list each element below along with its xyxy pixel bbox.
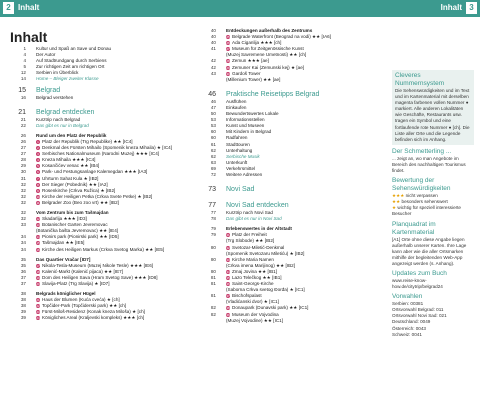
entry-text: Informationsstellen: [226, 117, 265, 123]
entry-text: (Crkva imena Marijinog) ★★ [IB2]: [226, 262, 295, 268]
number-system-box: [392, 70, 474, 145]
page-number: 22: [20, 122, 26, 128]
page-number: 35: [20, 262, 26, 268]
entry-text: Kunst und Museen: [226, 123, 265, 129]
page-number: 32: [20, 199, 26, 205]
entry-text: Belgrads königlicher Hügel: [36, 291, 96, 297]
entry-text: (Muzej Vojvodine) ★★ [IC1]: [226, 317, 284, 323]
toc-entry: [10, 123, 190, 129]
entry-title: [226, 201, 385, 210]
poi-number-marker: 1: [37, 139, 39, 144]
entry-text: Museum der Vojvodina: [232, 311, 279, 317]
entry-text: Tašmajdan ★★ [IE5]: [42, 240, 85, 246]
page-number: 41: [210, 46, 216, 52]
toc-column-2: [200, 28, 385, 324]
page-number: 32: [20, 209, 26, 215]
entry-text: Denkmal des Fürsten Mihailo (Spomenik kneza Mihaila) ★ [IC4]: [42, 145, 172, 151]
page-number: 32: [20, 216, 26, 222]
entry-text: Novi Sad: [226, 186, 255, 194]
page-number: 53: [210, 123, 216, 129]
entry-text: Der Sieger (Pobednik) ★★ [IA2]: [42, 181, 108, 187]
entry-title: [226, 318, 385, 324]
rating-stars: ★★: [392, 199, 401, 205]
entry-text: Botanischer Garten Jevremovac: [42, 222, 108, 228]
poi-number-marker: 5: [37, 164, 39, 169]
page-number: 73: [208, 186, 216, 194]
rating-item: [392, 205, 474, 217]
page-number: [200, 77, 226, 83]
page-number: 42: [210, 58, 216, 64]
poi-number-marker: 9: [37, 188, 39, 193]
page-number: 77: [208, 202, 216, 210]
page-number: 40: [210, 40, 216, 46]
entry-text: Home – Bleiger zweiter Klasse: [36, 76, 99, 82]
poi-number-marker: 35: [226, 276, 230, 280]
entry-text: Platz der Freiheit: [232, 232, 267, 238]
entry-text: (Muzej Savremene Umetnosti) ★★ [ch]: [226, 52, 307, 58]
toc-entry: [200, 172, 385, 178]
page-number: 12: [20, 70, 26, 76]
page-number: 33: [20, 222, 26, 228]
entry-text: Fürst-Miloš-Residenz (Konak kneza Miloša) ★ [ch]: [42, 309, 145, 315]
spacer: [200, 83, 385, 87]
entry-text: Das gibt es nur in Novi Sad: [226, 216, 282, 222]
poi-number-marker: 20: [36, 282, 40, 286]
poi-number-marker: 16: [36, 247, 40, 252]
rating-stars: ★★★: [392, 193, 405, 199]
section-heading: [10, 108, 190, 117]
dialing-codes-title: Vorwahlen: [392, 293, 423, 301]
page-number: 69: [210, 165, 216, 171]
spacer: [200, 194, 385, 198]
page-number-right: 3: [466, 2, 477, 14]
page-number: 26: [20, 138, 26, 144]
page-number: 21: [20, 116, 26, 122]
map-grid-text: [A1] Orte ohne diese Angabe liegen außerhalb unserer Karten. Ihre Lage kann aber wie die aller Ortsmarken mithilfe der begleitenden Web-App angezeigt werden (s. Anhang).: [392, 236, 467, 266]
section-heading: [200, 201, 385, 210]
entry-title: [36, 86, 190, 95]
entry-text: Belgrade Waterfront (Beograd na vodi) ★★ [IA6]: [232, 34, 331, 40]
page-number: 62: [210, 147, 216, 153]
poi-number-marker: 28: [226, 59, 230, 64]
entry-text: Zemun ★★★ [ae]: [232, 58, 269, 64]
poi-number-marker: 30: [226, 71, 230, 76]
poi-number-marker: 6: [37, 170, 39, 175]
page-number: 40: [210, 34, 216, 40]
entry-text: Stadttouren: [226, 141, 250, 147]
entry-text: Vom Zentrum bis zum Tašmajdan: [36, 209, 109, 215]
entry-text: Kirche des Heiligen Markus (Crkva Svetog Marka) ★★ [IE5]: [42, 246, 165, 252]
page-number: 40: [210, 28, 216, 33]
poi-number-marker: 31: [226, 233, 230, 238]
entry-title: [36, 247, 190, 253]
rating-label: nicht verpassen: [405, 193, 438, 199]
entry-text: Skadarlija ★★★ [ID3]: [42, 216, 87, 222]
page-number: 39: [20, 315, 26, 321]
page-number: 34: [20, 246, 26, 252]
section-heading: [200, 185, 385, 194]
poi-number-marker: 24: [36, 316, 40, 321]
page-number: 82: [210, 311, 216, 317]
dialing-code-item: Schweiz: 0041: [392, 331, 422, 337]
entry-text: Ausflühen: [226, 98, 247, 104]
poi-number-marker: 38: [226, 306, 230, 311]
rating-list: [392, 193, 474, 217]
page-number: 46: [208, 90, 216, 98]
section-heading: [200, 90, 385, 99]
dialing-code-item: Ortsvorwahl Belgrad: 011: [392, 307, 444, 313]
poi-number-marker: 12: [36, 217, 40, 222]
entry-text: Kultur und Spaß an Save und Donau: [36, 46, 112, 51]
page-number-left: 2: [3, 2, 14, 14]
entry-text: (Saborna Crkva svetog Đorđa) ★ [IC1]: [226, 287, 305, 293]
dialing-code-item: Serbien: 00381: [392, 301, 424, 307]
page-number: 53: [210, 117, 216, 123]
page-number: 62: [210, 153, 216, 159]
page-number: 38: [20, 303, 26, 309]
entry-text: Nikola-Tesla-Museum (Muzej Nikole Tesle) ★★★ [IE6]: [42, 262, 154, 268]
page-number: 38: [20, 291, 26, 297]
entry-text: Kirche der Heiligen Petka (Crkva Svete Petke) ★ [IB2]: [42, 193, 153, 199]
box-text: Die Sehenswürdigkeiten und im Text und im Kartenmaterial mit derselben magenta farbenen vollen Nummer ● markiert. Alle anderen Lokalitäten wie Geschäfte, Restaurants usw. tragen ein Symbol und eine fortlaufende rote Nummer ● [ch]. Die Liste aller Orte und die Legende befinden sich im Anhang.: [395, 88, 470, 142]
entry-text: Zur richtigen Zeit am richtigen Ort: [36, 64, 105, 70]
dialing-code-item: Deutschland: 0049: [392, 319, 431, 325]
rating-label: wichtig für speziell interessierte Besucher: [392, 205, 461, 217]
entry-text: Platz der Republik (Trg Republike) ★★ [IC4]: [42, 138, 133, 144]
entry-text: (Vladićanski dvor) ★ [IC1]: [226, 299, 279, 305]
entry-text: Lazo Telečkog ★★ [IB1]: [232, 275, 282, 280]
entry-text: (Spomenik Svetozaru Miletiću) ★ [IB2]: [226, 250, 305, 256]
entry-text: Belgrad verstehen: [36, 94, 74, 100]
entry-text: Entdeckungen außerhalb des Zentrums: [226, 28, 313, 33]
box-title: Cleveres Nummernsystem: [395, 72, 445, 87]
entry-text: Belgrad: [36, 86, 61, 94]
poi-number-marker: 3: [37, 152, 39, 157]
entry-text: Dom des Heiligen Sava (Hram Svetog Save) ★★★ [ID8]: [42, 274, 158, 280]
page-number: 15: [18, 86, 26, 94]
entry-text: Auf Stadtrundgang durch Serbiens: [36, 58, 107, 64]
toc-entry: [10, 281, 190, 287]
toc-entry: [200, 77, 385, 83]
entry-text: Serbisches Nationalmuseum (Narodni Muzej) ★★★ [IC4]: [42, 151, 160, 157]
entry-text: (Botanička bašta Jevremovac) ★★ [IE4]: [36, 228, 119, 234]
page-number: 35: [20, 256, 26, 262]
page-number: 32: [20, 181, 26, 187]
page-number: 4: [23, 52, 26, 58]
entry-text: Weitere Adressen: [226, 171, 263, 177]
toc-entry: [10, 247, 190, 253]
entry-text: Kirche Maria Namen: [232, 256, 274, 262]
entry-text: Bewundertswertes Lokale: [226, 111, 279, 117]
entry-title: [226, 216, 385, 222]
page-number: 43: [210, 70, 216, 76]
poi-number-marker: 23: [36, 310, 40, 315]
page-number: 5: [23, 64, 26, 70]
entry-text: Uhrturm Sahat Kula ★ [IB2]: [42, 175, 99, 181]
entry-text: Svetozar-Miletić-Denkmal: [232, 244, 285, 250]
page-number: 47: [210, 104, 216, 110]
entry-text: Kosančićev venac ★★ [IB4]: [42, 163, 100, 169]
entry-text: Das gibt es nur in Belgrad: [36, 122, 89, 128]
entry-text: (Millenium Tower) ★★ [ae]: [226, 76, 281, 82]
page-number: 78: [210, 216, 216, 222]
spacer: [10, 101, 190, 105]
page-number: 39: [20, 309, 26, 315]
poi-number-marker: 18: [36, 269, 40, 274]
poi-number-marker: 27: [226, 47, 230, 52]
page-number: 82: [210, 305, 216, 311]
page-number: 80: [210, 256, 216, 262]
page-number: 27: [20, 151, 26, 157]
entry-text: Radfahren: [226, 135, 248, 141]
page-number: 79: [210, 232, 216, 238]
running-title-right: Inhalt: [440, 3, 462, 12]
map-grid-title: Planquadrat im Kartenmaterial: [392, 220, 436, 236]
entry-text: Verkehrsmittel: [226, 165, 256, 171]
page-number: 26: [20, 132, 26, 138]
entry-text: Belgrad entdecken: [36, 108, 95, 116]
poi-number-marker: 8: [37, 182, 39, 187]
entry-text: Knezа Mihaila ★★★ [IC4]: [42, 157, 96, 163]
page-number: 28: [20, 157, 26, 163]
entry-text: Serbische Musik: [226, 153, 260, 159]
entry-text: Unterhaltung: [226, 147, 253, 153]
poi-number-marker: 25: [226, 35, 230, 40]
page-number: 30: [20, 169, 26, 175]
page-number: 77: [210, 210, 216, 216]
entry-text: Königliches Areal (Kraljevski kompleks) ★★★ [ch]: [42, 315, 145, 321]
toc-entry: [200, 318, 385, 324]
entry-text: Haus der Blumen (Kuća cveća) ★ [ch]: [42, 297, 120, 303]
toc-entry: [200, 216, 385, 222]
poi-number-marker: 4: [37, 158, 39, 163]
poi-number-marker: 19: [36, 275, 40, 280]
page-number: 34: [20, 240, 26, 246]
page-number: [200, 318, 226, 324]
entry-text: Erlebenswertes in der Altstadt: [226, 226, 292, 232]
page-number: 38: [20, 297, 26, 303]
updates-link[interactable]: www.reise-know-how.de/citytrip/belgrad24: [392, 277, 443, 290]
page-number: 81: [210, 275, 216, 280]
entry-text: Unterkunft: [226, 159, 248, 165]
poi-number-marker: 37: [226, 294, 230, 299]
dialing-codes-list: [392, 301, 474, 338]
toc-entry: [10, 200, 190, 206]
page-number: 14: [20, 76, 26, 82]
entry-title: [226, 185, 385, 194]
page-number: 27: [20, 145, 26, 151]
poi-number-marker: 32: [226, 245, 230, 250]
rating-title: Bewertung der Sehenswürdigkeiten: [392, 177, 451, 193]
entry-title: [226, 77, 385, 83]
entry-text: Slavija-Platz (Trg Slavija) ★ [ID7]: [42, 281, 110, 286]
entry-text: Kurztrip nach Novi Sad: [226, 210, 273, 216]
page-title: Inhalt: [10, 29, 48, 45]
page-number: 32: [20, 193, 26, 199]
entry-text: Mit Kindern in Belgrad: [226, 129, 272, 135]
entry-text: Museum für Zeitgenössische Kunst: [232, 46, 304, 52]
entry-title: [226, 172, 385, 178]
entry-text: Kurztrip nach Belgrad: [36, 116, 81, 122]
page-number: 36: [20, 268, 26, 274]
page-number: 31: [20, 175, 26, 181]
entry-text: Rund um den Platz der Republik: [36, 132, 107, 138]
butterfly-text: ... zeigt an, wo man Angebote im Bereich des nachhaltigen Tourismus findet.: [392, 155, 466, 174]
page-number: 21: [18, 108, 26, 116]
poi-number-marker: 15: [36, 241, 40, 246]
poi-number-marker: 17: [36, 263, 40, 268]
entry-text: Rosenkirche (Crkva Ružica) ★ [IB2]: [42, 187, 116, 193]
dialing-code-item: Ortsvorwahl Novi Sad: 021: [392, 313, 447, 319]
spacer: [200, 178, 385, 182]
updates-title: Updates zum Buch: [392, 269, 447, 277]
entry-text: Zemuner Kai (Zemunski kej) ★ [ae]: [232, 64, 305, 70]
page-number: 4: [23, 58, 26, 64]
entry-text: Novi Sad entdecken: [226, 202, 289, 210]
page-number: 81: [210, 281, 216, 287]
page-number: 61: [210, 141, 216, 147]
entry-text: Das Quartier Vračar [ID7]: [36, 256, 91, 262]
entry-text: Der Autor: [36, 52, 56, 58]
entry-title: [36, 95, 190, 101]
butterfly-title: Der Schmetterling ...: [392, 147, 452, 155]
entry-title: [36, 108, 190, 117]
entry-text: Praktische Reisetipps Belgrad: [226, 90, 320, 98]
page-header: [0, 0, 480, 17]
poi-number-marker: 26: [226, 41, 230, 46]
page-number: 29: [20, 163, 26, 169]
entry-text: Pionirs park (Pionirski park) ★★ [ID5]: [42, 234, 119, 240]
poi-number-marker: 7: [37, 176, 39, 181]
entry-text: Ada Ciganlija ★★★ [ch]: [232, 40, 282, 46]
page-number: 50: [210, 111, 216, 117]
toc-column-1: [10, 46, 190, 322]
page-number: 32: [20, 187, 26, 193]
page-number: 37: [20, 274, 26, 280]
entry-text: Saint-Georgs-Kirche: [232, 281, 274, 287]
poi-number-marker: 34: [226, 269, 230, 274]
poi-number-marker: 10: [36, 194, 40, 199]
page-number: 60: [210, 135, 216, 141]
page-number: 60: [210, 129, 216, 135]
page-number: 80: [210, 244, 216, 250]
poi-number-marker: 36: [226, 282, 230, 287]
sidebar: [392, 70, 474, 338]
page-number: 81: [210, 293, 216, 299]
page-number: 80: [210, 268, 216, 274]
entry-text: Donaupark (Dunavski park) ★★ [IC1]: [232, 305, 309, 311]
dialing-code-item: Österreich: 0043: [392, 325, 426, 331]
entry-text: Serbien im Überblick: [36, 70, 79, 76]
rating-label: besonders sehenswert: [401, 199, 448, 205]
entry-text: Bischofspalast: [232, 293, 262, 299]
entry-title: [36, 315, 190, 321]
poi-number-marker: 13: [36, 223, 40, 228]
entry-text: Einkaufen: [226, 104, 247, 110]
entry-title: [36, 281, 190, 287]
entry-text: Kalenić-Markt (Kalenić pijaca) ★★ [IE7]: [42, 268, 123, 274]
poi-number-marker: 33: [226, 257, 230, 262]
rating-stars: ★: [392, 205, 397, 211]
section-heading: [10, 86, 190, 95]
entry-text: Gardoš Tower: [232, 70, 261, 76]
page-number: 42: [210, 64, 216, 70]
page-number: 63: [210, 159, 216, 165]
poi-number-marker: 21: [36, 298, 40, 303]
toc-entry: [10, 95, 190, 101]
poi-number-marker: 22: [36, 304, 40, 309]
page-number: 16: [20, 94, 26, 100]
poi-number-marker: 11: [36, 200, 40, 205]
entry-text: Topčider-Park (Topčiderski park) ★★ [ch]: [42, 303, 127, 309]
entry-text: Belgrader Zoo (Beo zoo vrt) ★★ [IB2]: [42, 199, 119, 205]
page-number: 1: [23, 46, 26, 51]
page-number: 46: [210, 98, 216, 104]
entry-text: Zmaj Jovina ★★ [IB1]: [232, 268, 277, 274]
poi-number-marker: 39: [226, 312, 230, 317]
running-title-left: Inhalt: [18, 3, 40, 12]
page-number: 79: [210, 226, 216, 232]
poi-number-marker: 2: [37, 146, 39, 151]
entry-title: [36, 76, 190, 82]
poi-number-marker: 14: [36, 235, 40, 240]
page-number: 37: [20, 281, 26, 286]
entry-title: [36, 123, 190, 129]
page-number: 34: [20, 234, 26, 240]
entry-text: Park- und Festungsanlage Kalemegdan ★★★ [IA3]: [42, 169, 148, 175]
entry-text: (Trg Slobode) ★★ [IB2]: [226, 238, 275, 244]
entry-title: [36, 200, 190, 206]
page-number: 72: [210, 171, 216, 177]
entry-title: [226, 90, 385, 99]
poi-number-marker: 29: [226, 65, 230, 70]
toc-entry: [10, 315, 190, 321]
toc-entry: [10, 76, 190, 82]
